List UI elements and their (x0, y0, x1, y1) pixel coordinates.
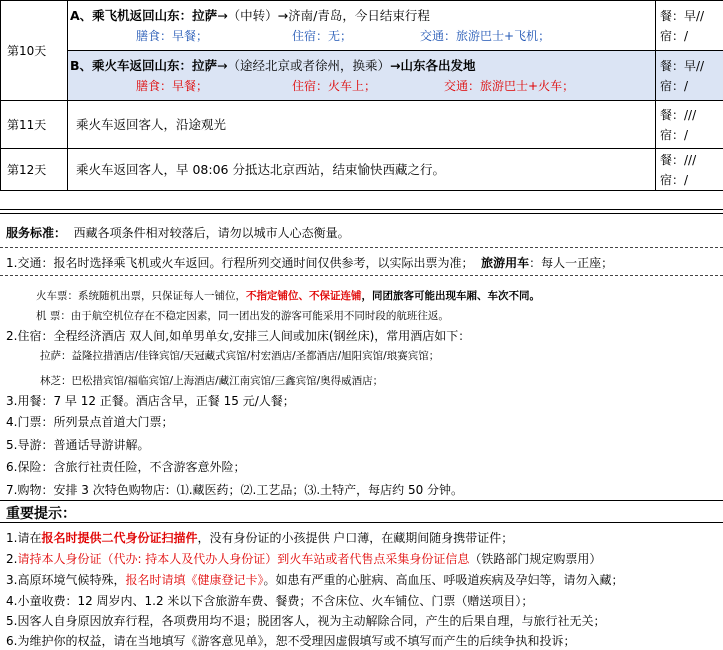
day10-a-title: A、乘飞机返回山东：拉萨→（中转）→济南/青岛，今日结束行程 (70, 7, 430, 23)
day10-option-b-row (1, 51, 723, 101)
day10-option-a-row (1, 1, 723, 51)
day11-row (1, 101, 723, 149)
notice-item-1: 1.请在报名时提供二代身份证扫描件，没有身份证的小孩提供 户口薄，在藏期间随身携带证件； (6, 531, 514, 545)
day10-b-title: B、乘火车返回山东：拉萨→（途经北京或者徐州，换乘）→山东各出发地 (70, 57, 476, 73)
divider (0, 213, 723, 214)
schedule-table (0, 0, 723, 191)
divider (0, 500, 723, 501)
notice-item-3: 3.高原环境气候特殊，报名时请填《健康登记卡》。如患有严重的心脏病、高血压、呼吸道疾病及孕妇等，请勿入藏； (6, 573, 624, 587)
day10-option-b (68, 51, 656, 101)
notice-item-5: 5.因客人自身原因放弃行程，各项费用均不退；脱团客人，视为主动解除合同，产生的后果自理，与旅行社无关； (6, 614, 606, 628)
service-hotels-nyingchi: 林芝：巴松措宾馆/福临宾馆/上海酒店/藏江南宾馆/三鑫宾馆/奥得威酒店； (40, 375, 384, 387)
day10-label: 第10天 (1, 1, 68, 101)
day12-text: 乘火车返回客人，早 08:06 分抵达北京西站，结束愉快西藏之行。 (68, 149, 656, 191)
dashed-divider (0, 275, 723, 276)
notice-item-4: 4.小童收费：12 周岁内、1.2 米以下含旅游车费、餐费；不含床位、火车铺位、门票（赠送项目）； (6, 594, 534, 608)
divider (0, 209, 723, 210)
divider (0, 522, 723, 523)
dashed-divider (0, 247, 723, 248)
service-meals: 3.用餐：7 早 12 正餐。酒店含早，正餐 15 元/人餐； (6, 394, 295, 408)
day10-b-side: 餐：早// 宿：/ (656, 51, 723, 101)
day12-label: 第12天 (1, 149, 68, 191)
day10-a-meta: 膳食：早餐； 住宿：无； 交通：旅游巴士+飞机； (136, 28, 551, 43)
day10-option-a (68, 1, 656, 51)
service-train-ticket: 火车票：系统随机出票，只保证每人一铺位，不指定铺位、不保证连铺，同团旅客可能出现车厢、车次不同。 (36, 290, 540, 302)
day11-label: 第11天 (1, 101, 68, 149)
day10-b-meta: 膳食：早餐； 住宿：火车上； 交通：旅游巴士+火车； (136, 78, 575, 93)
day11-text: 乘火车返回客人，沿途观光 (68, 101, 656, 149)
notice-item-2: 2.请持本人身份证（代办: 持本人及代办人身份证）到火车站或者代售点采集身份证信息（铁路部门规定购票用） (6, 552, 602, 566)
service-tickets: 4.门票：所列景点首道大门票； (6, 415, 174, 429)
service-guide: 5.导游：普通话导游讲解。 (6, 438, 150, 452)
service-shopping: 7.购物：安排 3 次特色购物店：⑴.藏医药；⑵.工艺品；⑶.土特产，每店约 50 分钟。 (6, 483, 464, 497)
day12-row (1, 149, 723, 191)
day11-side: 餐：/// 宿：/ (656, 101, 723, 149)
notice-heading: 重要提示： (6, 506, 76, 522)
day10-a-side: 餐：早// 宿：/ (656, 1, 723, 51)
service-insurance: 6.保险：含旅行社责任险，不含游客意外险； (6, 460, 246, 474)
day12-side: 餐：/// 宿：/ (656, 149, 723, 191)
service-traffic: 1.交通：报名时选择乘飞机或火车返回。行程所列交通时间仅供参考，以实际出票为准； 旅游用车：每人一正座； (6, 256, 614, 270)
notice-item-6: 6.为维护你的权益，请在当地填写《游客意见单》，恕不受理因虚假填写或不填写而产生的后续争执和投诉； (6, 634, 576, 648)
service-hotel: 2.住宿：全程经济酒店 双人间,如单男单女,安排三人间或加床(钢丝床)，常用酒店如下： (6, 329, 471, 343)
service-heading: 服务标准： 西藏各项条件相对较落后，请勿以城市人心态衡量。 (6, 226, 350, 240)
service-hotels-lhasa: 拉萨：益隆拉措酒店/佳锋宾馆/天冠藏式宾馆/村宏酒店/圣都酒店/旭阳宾馆/琅赛宾馆； (40, 350, 440, 362)
service-flight-ticket: 机 票：由于航空机位存在不稳定因素，同一团出发的游客可能采用不同时段的航班往返。 (36, 310, 449, 322)
